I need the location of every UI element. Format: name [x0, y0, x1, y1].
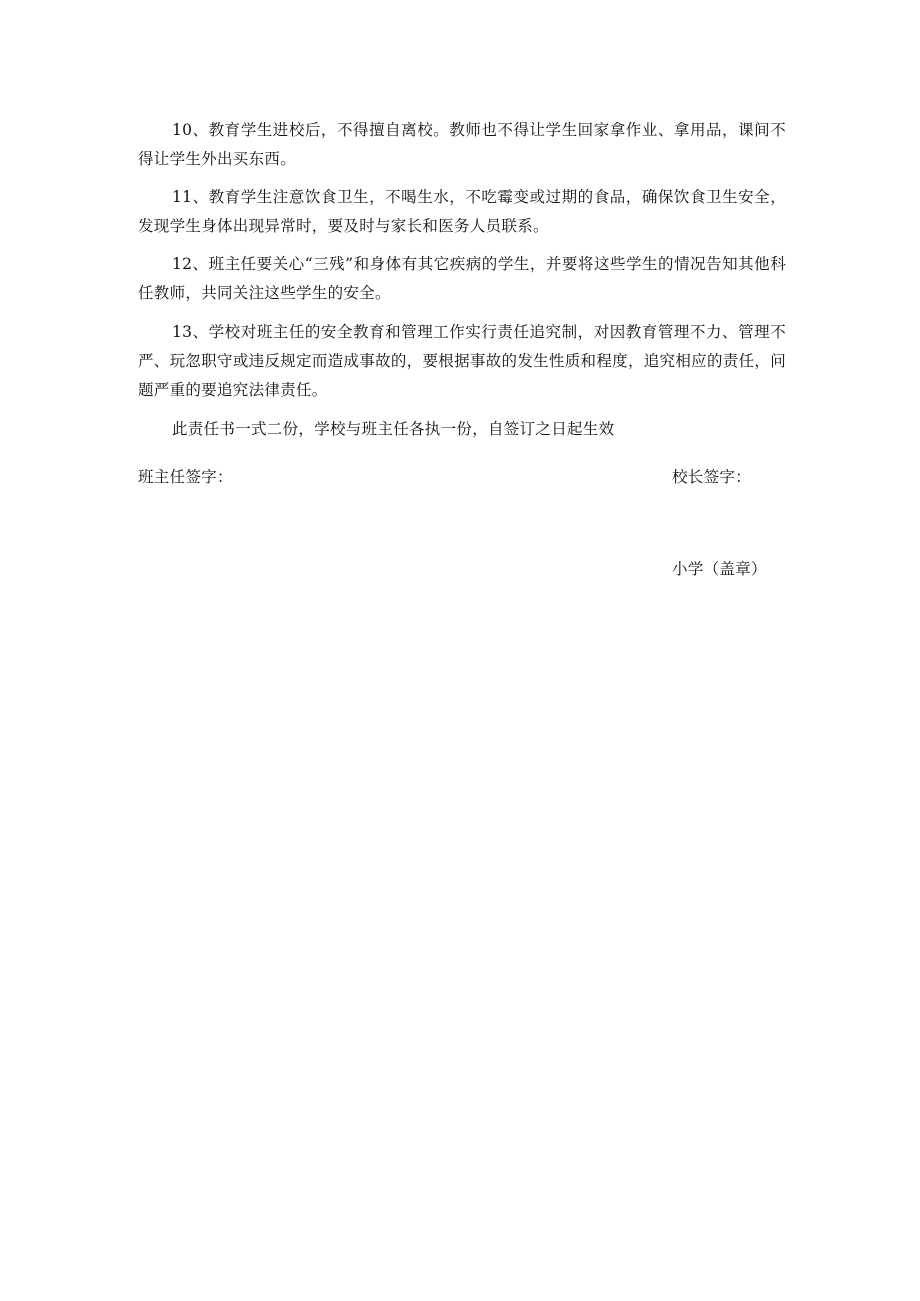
clause-11: 11、教育学生注意饮食卫生，不喝生水，不吃霉变或过期的食品，确保饮食卫生安全，发现学生身体出现异常时，要及时与家长和医务人员联系。 [138, 188, 786, 235]
clause-12: 12、班主任要关心“三残”和身体有其它疾病的学生，并要将这些学生的情况告知其他科任教师，共同关注这些学生的安全。 [138, 255, 786, 302]
clause-13: 13、学校对班主任的安全教育和管理工作实行责任追究制，对因教育管理不力、管理不严、玩忽职守或违反规定而造成事故的，要根据事故的发生性质和程度，追究相应的责任，问题严重的要追究法律责任。 [138, 323, 786, 399]
validity-statement: 此责任书一式二份，学校与班主任各执一份，自签订之日起生效 [172, 420, 615, 438]
clause-10: 10、教育学生进校后，不得擅自离校。教师也不得让学生回家拿作业、拿用品，课间不得让学生外出买东西。 [138, 121, 786, 168]
school-seal-label: 小学（盖章） [672, 560, 767, 578]
principal-signature-label: 校长签字： [672, 468, 752, 486]
teacher-signature-label: 班主任签字： [138, 468, 233, 486]
